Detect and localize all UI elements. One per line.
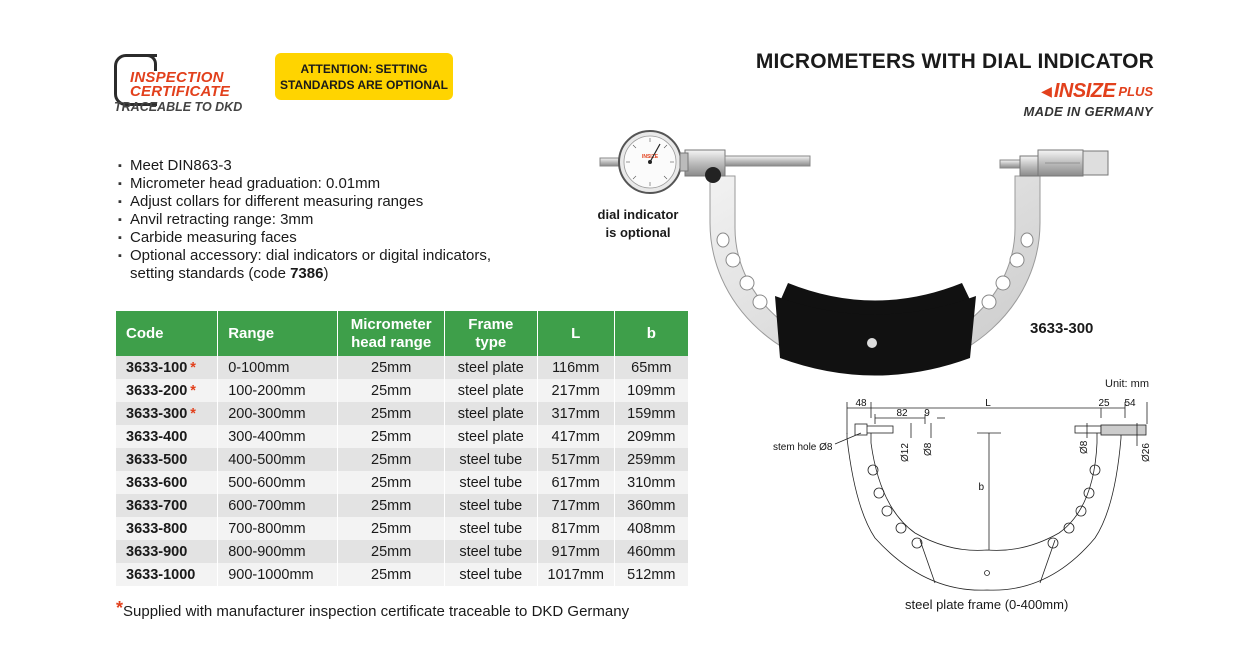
cell-frame: steel tube [444,563,537,586]
header-range: Range [218,311,338,356]
cell-head: 25mm [338,517,444,540]
cell-head: 25mm [338,540,444,563]
cell-l: 617mm [537,471,614,494]
dim-48: 48 [855,398,867,409]
drawing-frame-outer [847,433,1121,590]
dim-b: b [978,482,984,493]
lock-knob [705,167,721,183]
feature-accessory-prefix: setting standards (code [130,265,291,282]
cell-b: 310mm [614,471,688,494]
cell-code: 3633-500 [116,448,218,471]
dim-82: 82 [896,408,908,419]
table-body [116,356,688,586]
cell-frame: steel plate [444,379,537,402]
brand-plus: PLUS [1118,83,1153,99]
cell-range: 0-100mm [218,356,338,379]
feature-item: ▪ Meet DIN863-3 [118,157,538,175]
cell-b: 512mm [614,563,688,586]
dial-optional-note: dial indicator is optional [597,207,679,240]
cell-l: 817mm [537,517,614,540]
cell-code: 3633-600 [116,471,218,494]
feature-item: ▪ Adjust collars for different measuring ranges [118,193,538,211]
cell-frame: steel tube [444,517,537,540]
header-frame-type: Frame type [444,311,537,356]
cell-range: 600-700mm [218,494,338,517]
cell-head: 25mm [338,494,444,517]
cell-range: 100-200mm [218,379,338,402]
dim-d8-left: Ø8 [923,442,934,456]
cell-frame: steel tube [444,448,537,471]
cell-code: 3633-700 [116,494,218,517]
cell-range: 300-400mm [218,425,338,448]
cell-head: 25mm [338,402,444,425]
ratchet [1083,151,1108,175]
page-title: MICROMETERS WITH DIAL INDICATOR [755,50,1154,73]
cell-l: 517mm [537,448,614,471]
header-code: Code [116,311,218,356]
brand-name: INSIZE [1053,79,1116,102]
feature-accessory-line1: Optional accessory: dial indicators or digital indicators, [130,247,492,264]
cell-b: 360mm [614,494,688,517]
anvil-rod [725,156,810,166]
cell-l: 217mm [537,379,614,402]
header-micrometer-head: Micrometer head range [338,311,444,356]
stem-hole-label: stem hole Ø8 [773,442,833,453]
dim-d12: Ø12 [900,443,911,462]
grip-badge [867,338,877,348]
cell-frame: steel plate [444,356,537,379]
table-row [116,563,688,586]
table-row [116,540,688,563]
footnote-star: * [116,598,124,618]
feature-item: ▪ Carbide measuring faces [118,229,538,247]
cell-code: 3633-300 * [116,402,218,425]
certificate-star: * [190,359,196,376]
cell-frame: steel tube [444,540,537,563]
cell-b: 65mm [614,356,688,379]
header-l: L [537,311,614,356]
cell-code: 3633-800 [116,517,218,540]
table-row [116,494,688,517]
brand-logo [1041,80,1153,102]
accessory-code: 7386 [290,265,324,282]
cell-b: 259mm [614,448,688,471]
cell-code: 3633-200 * [116,379,218,402]
table-row [116,379,688,402]
cell-head: 25mm [338,379,444,402]
table-row [116,448,688,471]
cell-head: 25mm [338,448,444,471]
cell-b: 109mm [614,379,688,402]
header-b: b [614,311,688,356]
drawing-caption: steel plate frame (0-400mm) [905,597,1069,612]
inspection-certificate-logo [112,52,262,118]
cell-frame: steel plate [444,402,537,425]
cell-b: 209mm [614,425,688,448]
cell-head: 25mm [338,563,444,586]
micrometer-sleeve [1020,156,1038,176]
cell-range: 900-1000mm [218,563,338,586]
cell-range: 500-600mm [218,471,338,494]
dim-54: 54 [1124,398,1136,409]
feature-item: ▪ Anvil retracting range: 3mm [118,211,538,229]
cell-frame: steel tube [444,494,537,517]
dim-d8-right: Ø8 [1079,440,1090,454]
cell-b: 460mm [614,540,688,563]
cell-l: 917mm [537,540,614,563]
cell-code: 3633-100 * [116,356,218,379]
dial-brand: INSIZE [641,154,659,160]
table-row [116,471,688,494]
table-row [116,425,688,448]
feature-item: ▪ Micrometer head graduation: 0.01mm [118,175,538,193]
feature-list [118,157,538,283]
cell-code: 3633-400 [116,425,218,448]
cell-frame: steel tube [444,471,537,494]
cell-l: 717mm [537,494,614,517]
cell-l: 417mm [537,425,614,448]
technical-drawing [765,378,1165,618]
cell-range: 200-300mm [218,402,338,425]
certificate-star: * [190,405,196,422]
cell-l: 1017mm [537,563,614,586]
attention-badge [275,53,453,100]
feature-accessory-suffix: ) [323,265,329,282]
footnote [116,598,629,620]
cell-range: 800-900mm [218,540,338,563]
frame-holes [717,233,1033,309]
unit-label: Unit: mm [1105,378,1149,390]
certificate-title-line2: CERTIFICATE [130,83,230,100]
cell-range: 700-800mm [218,517,338,540]
cell-b: 159mm [614,402,688,425]
feature-item [118,247,538,283]
footnote-text: Supplied with manufacturer inspection certificate traceable to DKD Germany [123,603,630,620]
cell-l: 317mm [537,402,614,425]
certificate-star: * [190,382,196,399]
dim-25: 25 [1098,398,1110,409]
cell-frame: steel plate [444,425,537,448]
cell-head: 25mm [338,471,444,494]
product-model-label: 3633-300 [1030,320,1094,337]
micrometer-product-image [590,128,1150,378]
dim-L: L [985,398,991,409]
cell-range: 400-500mm [218,448,338,471]
attention-line1: ATTENTION: SETTING [300,61,428,76]
certificate-subtitle: TRACEABLE TO DKD [114,100,243,114]
table-row [116,517,688,540]
cell-code: 3633-900 [116,540,218,563]
cell-head: 25mm [338,356,444,379]
cell-l: 116mm [537,356,614,379]
dim-9: 9 [924,408,930,419]
dim-d26: Ø26 [1141,443,1152,462]
brand-arrow-icon: ◀ [1041,82,1052,99]
made-in-label: MADE IN GERMANY [1023,104,1153,119]
certificate-title-line1: INSPECTION [130,69,224,86]
cell-code: 3633-1000 [116,563,218,586]
attention-line2: STANDARDS ARE OPTIONAL [280,77,448,92]
cell-b: 408mm [614,517,688,540]
table-row [116,402,688,425]
cell-head: 25mm [338,425,444,448]
